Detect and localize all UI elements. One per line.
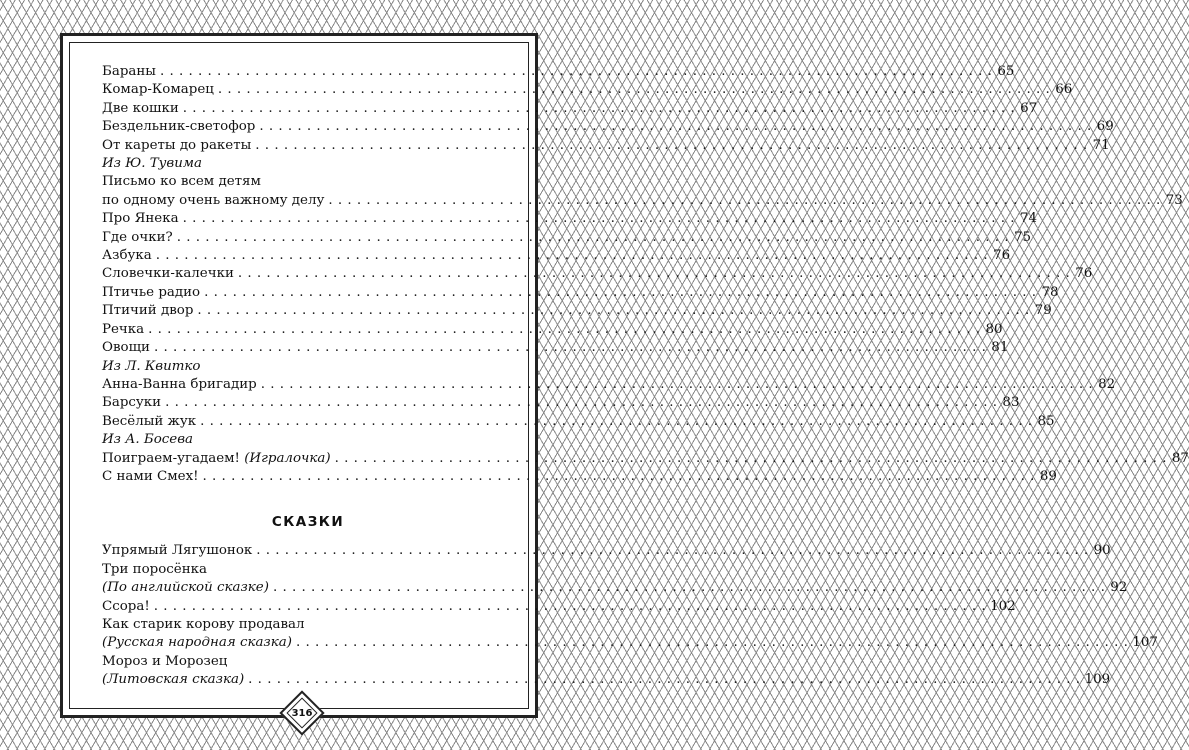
dot-leader: . . . . . . . . . . . . . . . . . . . . . . . . . . . . . . . . . . . . . . . . . . . . . . . . . . . . . . . . . . . . . . . . . . . . . . . . . . . . . . . . . . . . . . . . (148, 321, 981, 337)
dot-leader: . . . . . . . . . . . . . . . . . . . . . . . . . . . . . . . . . . . . . . . . . . . . . . . . . . . . . . . . . . . . . . . . . . . . . . . . . . . . . . . . . . . . . . . . (259, 119, 1092, 135)
entry-note: (По английской сказке) (102, 580, 269, 596)
entry-title: Барсуки (102, 395, 162, 411)
toc-entry (102, 284, 1059, 302)
dot-leader: . . . . . . . . . . . . . . . . . . . . . . . . . . . . . . . . . . . . . . . . . . . . . . . . . . . . . . . . . . . . . . . . . . . . . . . . . . . . . . . . . . . . . . . . (176, 229, 1010, 245)
entry-page: 74 (1019, 211, 1037, 227)
entry-page: 69 (1096, 119, 1114, 135)
entry-page: 109 (1084, 672, 1111, 688)
dot-leader: . . . . . . . . . . . . . . . . . . . . . . . . . . . . . . . . . . . . . . . . . . . . . . . . . . . . . . . . . . . . . . . . . . . . . . . . . . . . . . . . . . . . . . . . (256, 543, 1089, 559)
entry-page: 66 (1055, 82, 1073, 98)
entry-title-line: Как старик корову продавал (102, 616, 305, 632)
toc-entry (102, 137, 1110, 155)
dot-leader: . . . . . . . . . . . . . . . . . . . . . . . . . . . . . . . . . . . . . . . . . . . . . . . . . . . . . . . . . . . . . . . . . . . . . . . . . . . . . . . . . . . . . . . . (260, 376, 1094, 392)
dot-leader: . . . . . . . . . . . . . . . . . . . . . . . . . . . . . . . . . . . . . . . . . . . . . . . . . . . . . . . . . . . . . . . . . . . . . . . . . . . . . . . . . . . . . . . . (328, 192, 1161, 208)
entry-title-line: Мороз и Морозец (102, 653, 228, 669)
entry-title: Ссора! (102, 598, 150, 614)
author-heading-bosev: Из А. Босева (102, 432, 193, 448)
toc-entry (102, 229, 1032, 247)
entry-note: (Игралочка) (244, 450, 331, 466)
entry-title: Весёлый жук (102, 413, 197, 429)
entry-page: 75 (1014, 229, 1032, 245)
dot-leader: . . . . . . . . . . . . . . . . . . . . . . . . . . . . . . . . . . . . . . . . . . . . . . . . . . . . . . . . . . . . . . . . . . . . . . . . . . . . . . . . . . . . . . . . (204, 284, 1037, 300)
entry-page: 102 (990, 598, 1016, 614)
entry-note: (Русская народная сказка) (102, 635, 292, 651)
table-of-contents (102, 63, 1189, 690)
entry-page: 65 (997, 64, 1015, 79)
entry-title: Азбука (102, 248, 152, 264)
entry-title: по одному очень важному делу (102, 192, 325, 208)
entry-page: 92 (1110, 580, 1128, 596)
dot-leader: . . . . . . . . . . . . . . . . . . . . . . . . . . . . . . . . . . . . . . . . . . . . . . . . . . . . . . . . . . . . . . . . . . . . . . . . . . . . . . . . . . . . . . . . (295, 635, 1129, 651)
entry-page: 90 (1093, 543, 1111, 559)
entry-title: Где очки? (102, 229, 173, 245)
toc-entry (102, 468, 1057, 486)
dot-leader: . . . . . . . . . . . . . . . . . . . . . . . . . . . . . . . . . . . . . . . . . . . . . . . . . . . . . . . . . . . . . . . . . . . . . . . . . . . . . . . . . . . . . . . . (165, 395, 998, 411)
toc-entry (102, 265, 1093, 283)
toc-entry (102, 376, 1116, 394)
entry-page: 76 (993, 248, 1011, 264)
toc-entry (102, 321, 1003, 339)
entry-title-line: Три поросёнка (102, 561, 208, 577)
entry-page: 83 (1002, 395, 1020, 411)
entry-page: 79 (1034, 303, 1052, 319)
entry-title-line: Письмо ко всем детям (102, 174, 261, 190)
section-heading-tales: СКАЗКИ (271, 514, 345, 531)
entry-title: Птичье радио (102, 284, 201, 300)
dot-leader: . . . . . . . . . . . . . . . . . . . . . . . . . . . . . . . . . . . . . . . . . . . . . . . . . . . . . . . . . . . . . . . . . . . . . . . . . . . . . . . . . . . . . . . . (197, 303, 1030, 319)
entry-page: 78 (1041, 284, 1059, 300)
toc-entry (102, 192, 1183, 210)
dot-leader: . . . . . . . . . . . . . . . . . . . . . . . . . . . . . . . . . . . . . . . . . . . . . . . . . . . . . . . . . . . . . . . . . . . . . . . . . . . . . . . . . . . . . . . . (217, 82, 1051, 98)
entry-page: 85 (1037, 413, 1055, 429)
dot-leader: . . . . . . . . . . . . . . . . . . . . . . . . . . . . . . . . . . . . . . . . . . . . . . . . . . . . . . . . . . . . . . . . . . . . . . . . . . . . . . . . . . . . . . . . (200, 413, 1033, 429)
entry-title: Комар-Комарец (102, 82, 214, 98)
toc-entry (102, 302, 1052, 320)
entry-page: 67 (1020, 100, 1038, 116)
dot-leader: . . . . . . . . . . . . . . . . . . . . . . . . . . . . . . . . . . . . . . . . . . . . . . . . . . . . . . . . . . . . . . . . . . . . . . . . . . . . . . . . . . . . . . . . (155, 248, 989, 264)
entry-page: 73 (1165, 192, 1183, 208)
entry-title: Овощи (102, 340, 150, 356)
toc-entry (102, 210, 1037, 228)
toc-entry (102, 542, 1111, 560)
toc-entry (102, 63, 1015, 81)
entry-title: Анна-Ванна бригадир (102, 376, 257, 392)
toc-entry (102, 118, 1114, 136)
toc-entry (102, 394, 1020, 412)
entry-title (102, 450, 331, 468)
toc-entry (102, 598, 1016, 616)
entry-title: Две кошки (102, 100, 179, 116)
entry-title: Про Янека (102, 211, 179, 227)
entry-page: 71 (1092, 137, 1110, 153)
entry-page: 107 (1132, 635, 1158, 651)
dot-leader: . . . . . . . . . . . . . . . . . . . . . . . . . . . . . . . . . . . . . . . . . . . . . . . . . . . . . . . . . . . . . . . . . . . . . . . . . . . . . . . . . . . . . . . . (248, 672, 1081, 688)
entry-page: 89 (1039, 468, 1057, 484)
entry-page: 87 (1171, 450, 1189, 466)
dot-leader: . . . . . . . . . . . . . . . . . . . . . . . . . . . . . . . . . . . . . . . . . . . . . . . . . . . . . . . . . . . . . . . . . . . . . . . . . . . . . . . . . . . . . . . . (237, 266, 1071, 282)
dot-leader: . . . . . . . . . . . . . . . . . . . . . . . . . . . . . . . . . . . . . . . . . . . . . . . . . . . . . . . . . . . . . . . . . . . . . . . . . . . . . . . . . . . . . . . . (182, 211, 1015, 227)
entry-page: 76 (1075, 266, 1093, 282)
entry-title: Бездельник-светофор (102, 119, 256, 135)
toc-entry (102, 671, 1111, 689)
entry-title: Бараны (102, 64, 156, 79)
section-spacer (102, 486, 514, 513)
dot-leader: . . . . . . . . . . . . . . . . . . . . . . . . . . . . . . . . . . . . . . . . . . . . . . . . . . . . . . . . . . . . . . . . . . . . . . . . . . . . . . . . . . . . . . . . (159, 64, 993, 79)
entry-title-text: Поиграем-угадаем! (102, 450, 240, 466)
toc-entry (102, 81, 1073, 99)
entry-title: Речка (102, 321, 145, 337)
toc-entry (102, 579, 1128, 597)
dot-leader: . . . . . . . . . . . . . . . . . . . . . . . . . . . . . . . . . . . . . . . . . . . . . . . . . . . . . . . . . . . . . . . . . . . . . . . . . . . . . . . . . . . . . . . . (334, 450, 1167, 466)
toc-entry (102, 100, 1038, 118)
toc-entry (102, 634, 1158, 652)
author-heading-kvitko: Из Л. Квитко (102, 358, 201, 374)
dot-leader: . . . . . . . . . . . . . . . . . . . . . . . . . . . . . . . . . . . . . . . . . . . . . . . . . . . . . . . . . . . . . . . . . . . . . . . . . . . . . . . . . . . . . . . . (202, 468, 1035, 484)
author-heading-tuvim: Из Ю. Тувима (102, 156, 202, 172)
entry-page: 80 (985, 321, 1003, 337)
dot-leader: . . . . . . . . . . . . . . . . . . . . . . . . . . . . . . . . . . . . . . . . . . . . . . . . . . . . . . . . . . . . . . . . . . . . . . . . . . . . . . . . . . . . . . . . (153, 340, 987, 356)
toc-entry (102, 247, 1011, 265)
toc-entry (102, 339, 1009, 357)
entry-note: (Литовская сказка) (102, 672, 245, 688)
toc-entry (102, 450, 1189, 468)
dot-leader: . . . . . . . . . . . . . . . . . . . . . . . . . . . . . . . . . . . . . . . . . . . . . . . . . . . . . . . . . . . . . . . . . . . . . . . . . . . . . . . . . . . . . . . . (153, 598, 987, 614)
dot-leader: . . . . . . . . . . . . . . . . . . . . . . . . . . . . . . . . . . . . . . . . . . . . . . . . . . . . . . . . . . . . . . . . . . . . . . . . . . . . . . . . . . . . . . . . (272, 580, 1106, 596)
entry-title: Словечки-калечки (102, 266, 234, 282)
entry-title: Упрямый Лягушонок (102, 543, 253, 559)
toc-entry (102, 413, 1055, 431)
entry-page: 81 (991, 340, 1009, 356)
entry-title: От кареты до ракеты (102, 137, 252, 153)
entry-title: С нами Смех! (102, 468, 199, 484)
entry-title: Птичий двор (102, 303, 194, 319)
dot-leader: . . . . . . . . . . . . . . . . . . . . . . . . . . . . . . . . . . . . . . . . . . . . . . . . . . . . . . . . . . . . . . . . . . . . . . . . . . . . . . . . . . . . . . . . (182, 100, 1016, 116)
dot-leader: . . . . . . . . . . . . . . . . . . . . . . . . . . . . . . . . . . . . . . . . . . . . . . . . . . . . . . . . . . . . . . . . . . . . . . . . . . . . . . . . . . . . . . . . (255, 137, 1088, 153)
page-number: 316 (291, 707, 313, 719)
entry-page: 82 (1098, 376, 1116, 392)
